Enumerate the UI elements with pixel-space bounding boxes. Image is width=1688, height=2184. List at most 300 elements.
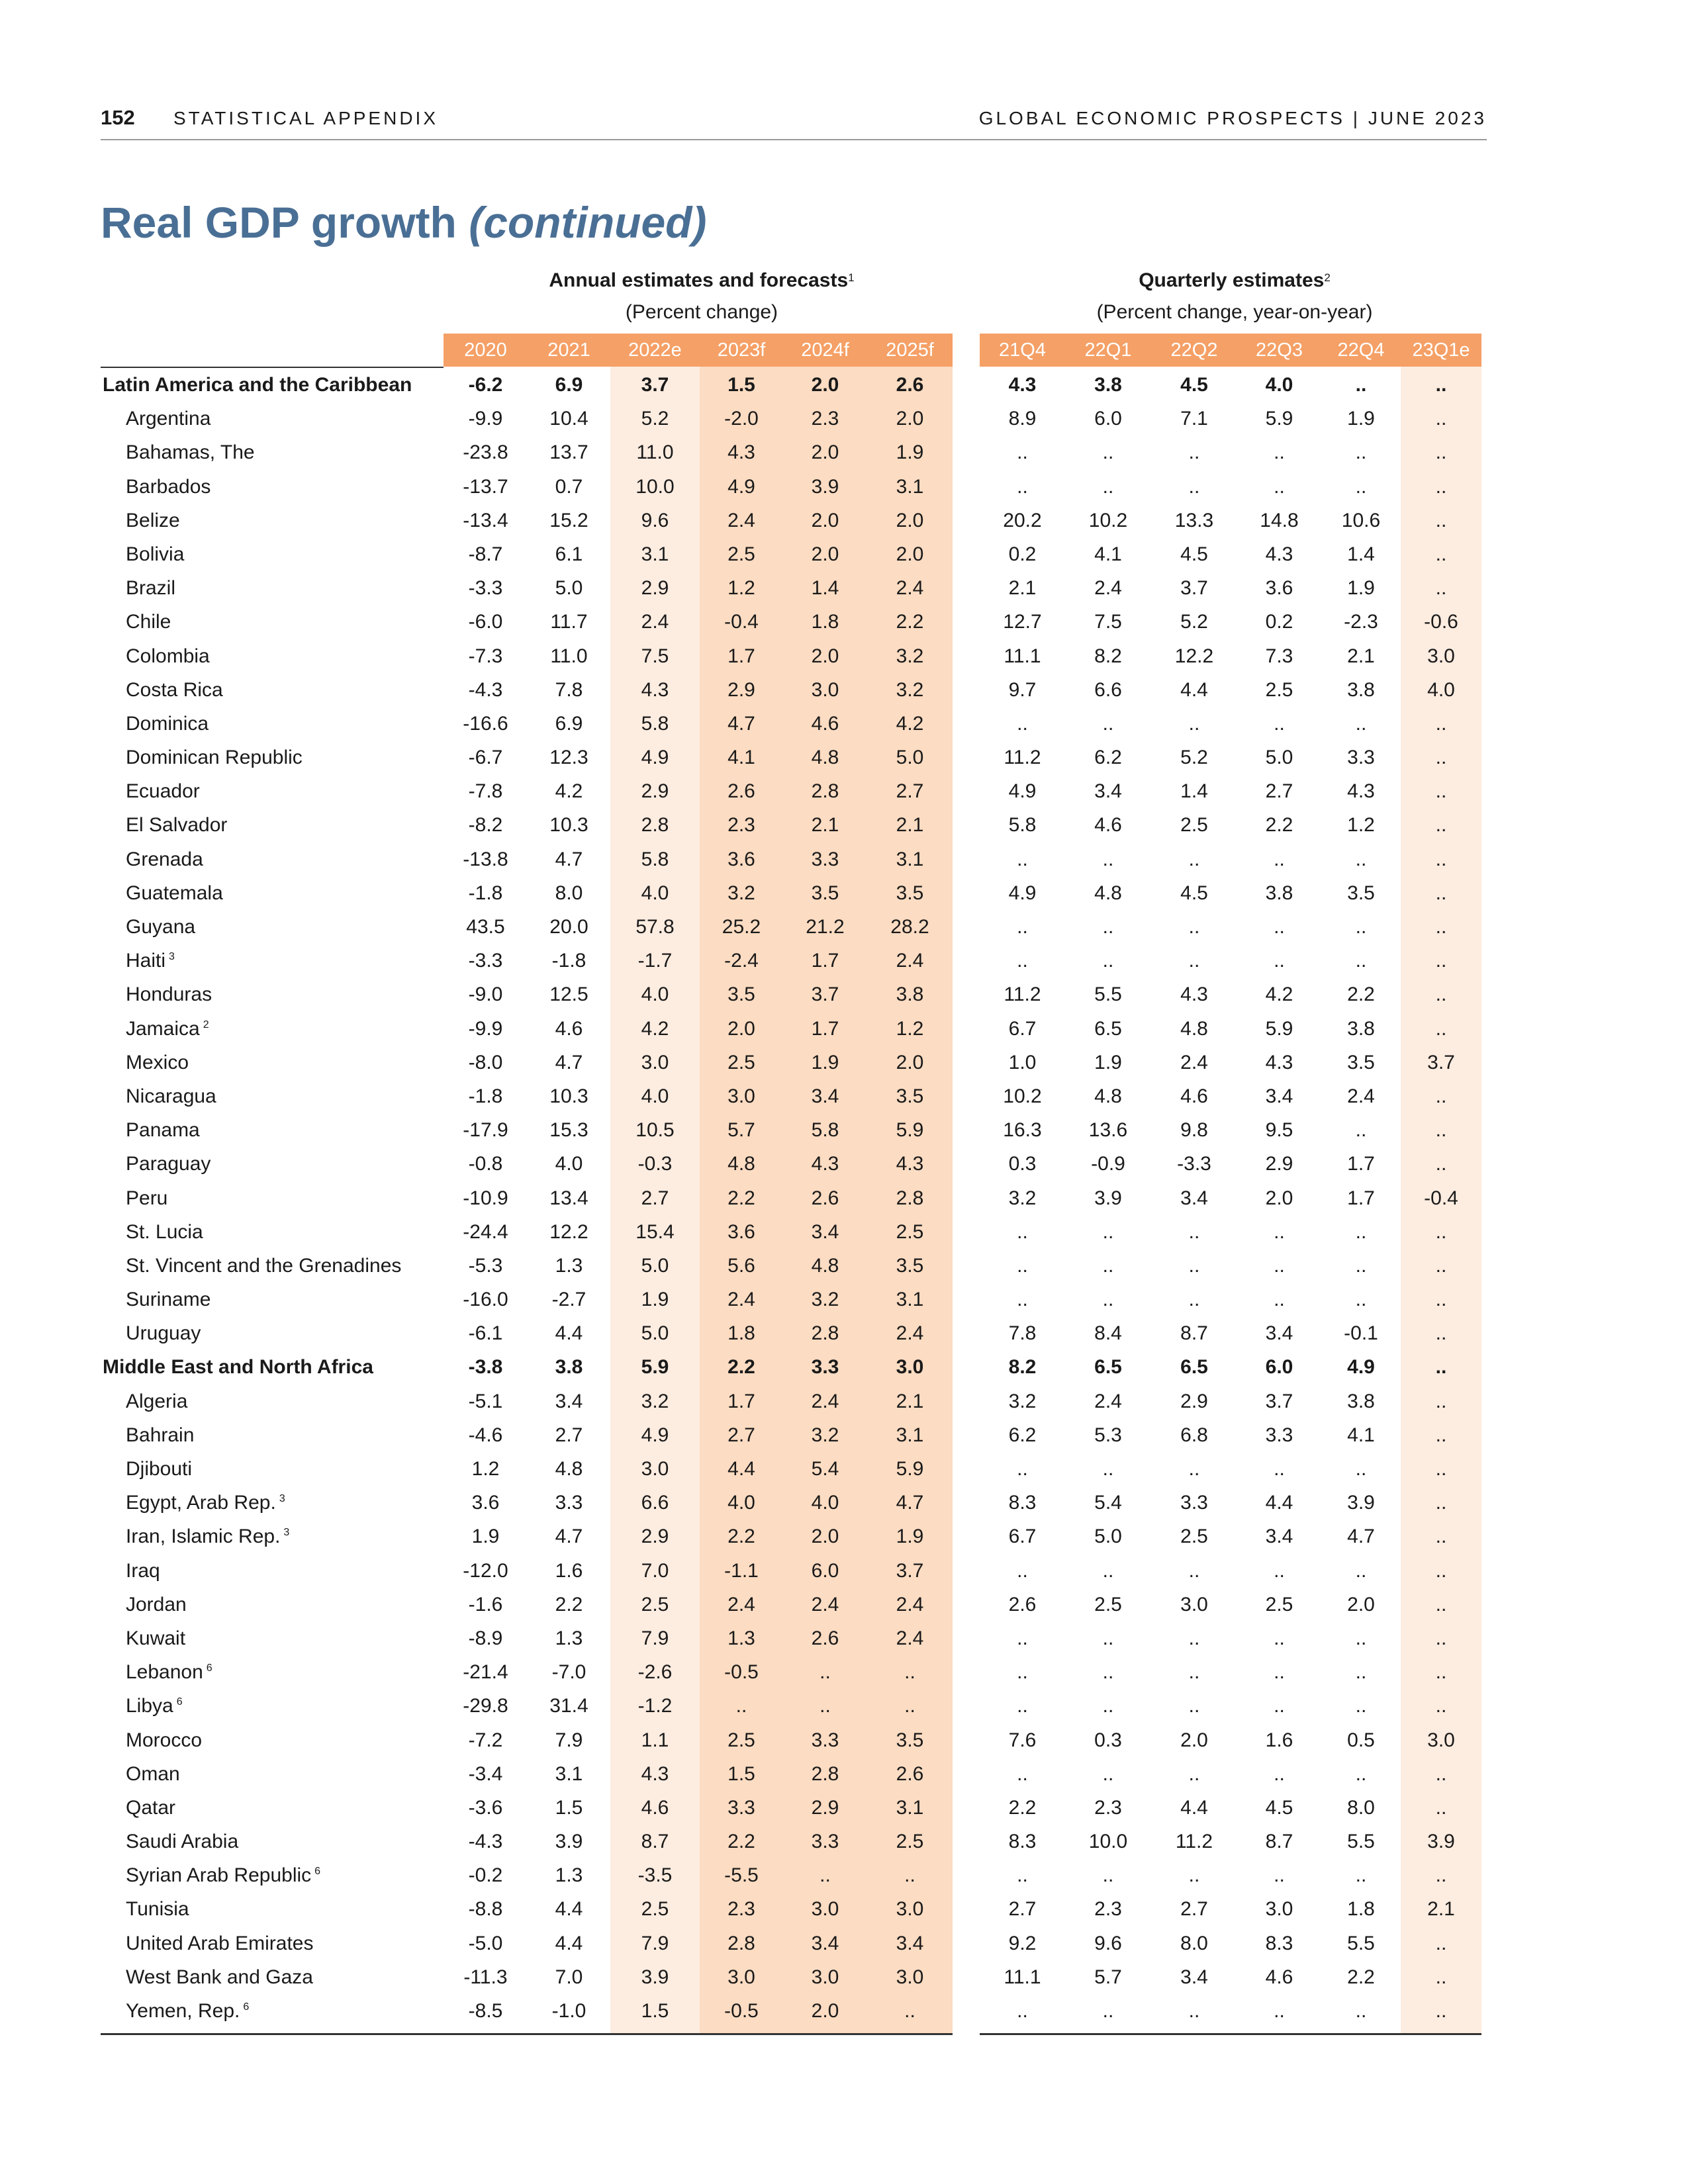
table-cell: 2.5 [1265,1593,1293,1615]
table-cell: 2.0 [811,2000,839,2022]
table-cell: .. [1274,1458,1285,1480]
table-cell: 13.7 [549,441,588,464]
table-cell: 5.2 [641,408,669,430]
row-label-text: Argentina [126,408,211,430]
table-cell: 3.4 [1180,1966,1208,1988]
table-cell: 0.2 [1008,543,1037,565]
table-cell: 3.3 [811,1729,839,1751]
table-cell: -0.2 [468,1864,503,1887]
row-label-text: Iran, Islamic Rep. [126,1525,281,1548]
table-cell: .. [1435,374,1447,396]
table-cell: 2.2 [555,1593,583,1615]
table-cell: 0.3 [1008,1153,1037,1175]
table-cell: 25.2 [722,916,761,938]
table-row [0,1215,1688,1249]
table-cell: -21.4 [463,1661,508,1684]
table-cell: 3.6 [1265,577,1293,600]
table-cell: -1.8 [468,1085,503,1107]
table-cell: .. [1435,983,1447,1006]
table-cell: 3.4 [811,1085,839,1107]
table-row [0,944,1688,978]
table-cell: 4.2 [555,780,583,803]
row-label [126,1723,202,1757]
table-cell: 4.1 [1347,1424,1375,1446]
table-cell: 3.8 [896,983,924,1006]
table-cell: 2.4 [727,1593,755,1615]
table-cell: 2.4 [896,1322,924,1345]
table-cell: .. [1435,1220,1447,1243]
table-cell: -3.4 [468,1762,503,1785]
row-footnote-marker: 6 [206,1662,212,1674]
row-label [126,944,175,978]
row-label [126,1046,189,1079]
table-cell: 1.7 [727,645,755,667]
table-cell: 1.3 [555,1254,583,1277]
table-cell: 11.2 [1004,747,1041,769]
table-cell: 2.7 [1180,1898,1208,1921]
table-cell: 1.6 [1265,1729,1293,1751]
table-cell: 3.8 [1347,678,1375,701]
row-label-text: Syrian Arab Republic [126,1864,312,1887]
table-row [0,876,1688,910]
table-cell: -2.3 [1344,611,1378,633]
table-cell: 3.0 [1427,1729,1455,1751]
table-cell: 3.5 [896,882,924,904]
table-cell: 3.1 [896,1424,924,1446]
table-cell: .. [1355,1627,1367,1649]
table-cell: 1.5 [727,1762,755,1785]
table-row [0,1012,1688,1046]
row-label-text: Ecuador [126,780,200,803]
column-header-22q3: 22Q3 [1256,340,1303,361]
table-cell: 6.5 [1180,1356,1208,1379]
row-label-text: Mexico [126,1051,189,1073]
table-cell: .. [1435,1085,1447,1107]
table-cell: 7.8 [1008,1322,1037,1345]
column-header-2021: 2021 [547,340,590,361]
table-cell: 2.4 [896,1627,924,1649]
table-cell: 6.7 [1008,1017,1037,1040]
row-label-text: Brazil [126,577,176,600]
row-label-text: United Arab Emirates [126,1932,314,1954]
table-cell: 9.5 [1265,1119,1293,1142]
table-cell: 4.3 [811,1153,839,1175]
table-cell: 4.4 [1265,1492,1293,1514]
annual-group-note: 1 [848,271,855,284]
table-cell: -7.0 [551,1661,586,1684]
row-label-text: West Bank and Gaza [126,1966,313,1988]
table-cell: .. [1274,1289,1285,1311]
row-label-text: El Salvador [126,814,228,837]
table-cell: 4.6 [1180,1085,1208,1107]
table-cell: .. [1435,441,1447,464]
row-label-text: Paraguay [126,1153,211,1175]
table-cell: 2.6 [811,1627,839,1649]
row-label-text: Kuwait [126,1627,186,1649]
row-label-text: Colombia [126,645,210,667]
table-cell: 1.9 [896,1525,924,1548]
table-cell: 15.2 [549,509,588,531]
row-label [126,673,223,707]
table-cell: 4.0 [555,1153,583,1175]
row-label-text: Bahamas, The [126,441,255,464]
table-cell: 3.5 [896,1085,924,1107]
table-cell: 4.7 [555,1051,583,1073]
table-cell: 3.2 [1008,1390,1037,1412]
table-cell: 4.4 [1180,678,1208,701]
table-cell: .. [1355,1458,1367,1480]
table-cell: 2.7 [727,1424,755,1446]
table-cell: 4.4 [1180,1796,1208,1819]
table-cell: 11.7 [550,611,588,633]
stub-header-rule [101,367,444,368]
table-cell: 5.0 [1265,747,1293,769]
table-cell: .. [1435,848,1447,870]
table-cell: 3.0 [811,1966,839,1988]
table-cell: 5.0 [896,747,924,769]
table-cell: -5.1 [468,1390,503,1412]
table-cell: 4.0 [641,1085,669,1107]
publication-title: GLOBAL ECONOMIC PROSPECTS | JUNE 2023 [978,108,1487,128]
row-footnote-marker: 2 [203,1019,209,1030]
table-cell: 1.3 [727,1627,755,1649]
table-cell: 10.2 [1088,509,1128,531]
table-cell: .. [1188,848,1200,870]
table-cell: 2.0 [811,374,839,396]
table-cell: 7.6 [1008,1729,1037,1751]
table-cell: 4.9 [1008,780,1037,803]
table-cell: .. [904,1864,915,1887]
table-row [0,1825,1688,1858]
table-cell: 0.3 [1094,1729,1122,1751]
row-label-text: Libya [126,1695,173,1717]
table-cell: 2.0 [811,441,839,464]
table-cell: .. [1274,1695,1285,1717]
table-cell: 3.0 [811,1898,839,1921]
table-cell: 4.0 [641,983,669,1006]
table-cell: .. [1274,1864,1285,1887]
table-cell: 9.8 [1180,1119,1208,1142]
table-row [0,842,1688,876]
table-cell: 2.2 [1347,1966,1375,1988]
table-cell: -17.9 [463,1119,508,1142]
table-cell: 5.5 [1347,1932,1375,1954]
table-cell: .. [904,2000,915,2022]
table-cell: -2.0 [724,408,759,430]
table-cell: .. [1102,916,1114,938]
region-row [0,368,1688,402]
table-cell: 13.4 [549,1187,588,1209]
table-row [0,741,1688,774]
row-label-text: Jamaica [126,1017,200,1040]
row-label [126,1791,175,1825]
table-cell: 5.0 [555,577,583,600]
table-cell: 3.8 [555,1356,583,1379]
row-footnote-marker: 6 [314,1866,321,1878]
table-cell: -0.5 [724,2000,759,2022]
table-cell: 7.1 [1180,408,1208,430]
table-cell: 3.4 [555,1390,583,1412]
table-row [0,1689,1688,1723]
table-cell: .. [1355,848,1367,870]
row-label-text: Suriname [126,1289,211,1311]
table-cell: .. [1355,950,1367,972]
table-cell: .. [1102,1864,1114,1887]
row-label [126,1588,187,1621]
table-cell: 4.7 [1347,1525,1375,1548]
row-label-text: Peru [126,1187,168,1209]
table-cell: .. [1188,1220,1200,1243]
table-cell: -0.4 [724,611,759,633]
table-cell: 4.3 [727,441,755,464]
table-cell: -0.8 [468,1153,503,1175]
table-cell: .. [1102,1695,1114,1717]
table-cell: .. [1017,1695,1028,1717]
page-title [101,197,706,248]
table-cell: .. [1355,1289,1367,1311]
table-cell: 2.5 [727,543,755,565]
table-cell: 3.2 [1008,1187,1037,1209]
table-cell: 4.3 [1008,374,1037,396]
table-cell: 10.4 [549,408,588,430]
table-row [0,1927,1688,1960]
table-cell: .. [1188,1695,1200,1717]
table-cell: 2.9 [727,678,755,701]
row-label-text: Nicaragua [126,1085,216,1107]
table-cell: 4.6 [1265,1966,1293,1988]
table-cell: -4.6 [468,1424,503,1446]
row-label [126,1113,200,1147]
row-label [126,1283,211,1316]
table-cell: 9.7 [1008,678,1037,701]
table-cell: 2.8 [811,780,839,803]
table-cell: 4.7 [555,848,583,870]
row-label-text: Djibouti [126,1458,193,1480]
table-cell: 3.8 [1094,374,1122,396]
table-cell: 2.0 [896,543,924,565]
table-cell: .. [1188,2000,1200,2022]
table-cell: .. [1017,916,1028,938]
table-cell: 3.9 [1347,1492,1375,1514]
table-cell: 2.8 [896,1187,924,1209]
table-cell: .. [1355,1559,1367,1582]
table-cell: 3.4 [1265,1085,1293,1107]
table-cell: 3.0 [1265,1898,1293,1921]
row-label [126,1825,238,1858]
table-cell: 1.8 [727,1322,755,1345]
table-cell: .. [1188,1254,1200,1277]
table-cell: 2.0 [896,408,924,430]
table-row [0,1181,1688,1215]
table-cell: .. [1435,1458,1447,1480]
title-main: Real GDP growth [101,198,457,247]
table-cell: 3.0 [641,1458,669,1480]
table-cell: 5.5 [1094,983,1122,1006]
table-cell: .. [1435,543,1447,565]
table-cell: .. [1435,882,1447,904]
row-label [126,1621,185,1655]
table-cell: 3.1 [641,543,669,565]
table-cell: 4.1 [727,747,755,769]
row-label [126,1655,212,1689]
table-cell: .. [1435,1864,1447,1887]
table-cell: 4.6 [641,1796,669,1819]
table-cell: .. [1355,1254,1367,1277]
row-label [126,1385,187,1418]
table-cell: .. [820,1661,831,1684]
table-cell: 3.0 [1427,645,1455,667]
table-row [0,1994,1688,2028]
table-row [0,978,1688,1011]
table-cell: 3.2 [641,1390,669,1412]
table-cell: 6.0 [1265,1356,1293,1379]
table-cell: 11.1 [1004,645,1041,667]
table-cell: 5.5 [1347,1831,1375,1853]
row-label-text: Yemen, Rep. [126,2000,240,2022]
table-cell: .. [904,1695,915,1717]
table-cell: .. [1435,1661,1447,1684]
table-cell: .. [1017,1762,1028,1785]
table-row [0,1554,1688,1588]
table-cell: 2.4 [641,611,669,633]
table-cell: 3.3 [1347,747,1375,769]
table-cell: 8.2 [1094,645,1122,667]
table-cell: 5.7 [727,1119,755,1142]
table-cell: -5.5 [724,1864,759,1887]
table-cell: -0.6 [1424,611,1458,633]
row-label-text: Qatar [126,1796,176,1819]
table-cell: 1.7 [1347,1153,1375,1175]
table-cell: 5.0 [641,1322,669,1345]
table-cell: .. [1435,1289,1447,1311]
table-cell: 2.7 [555,1424,583,1446]
table-cell: 3.1 [555,1762,583,1785]
table-cell: 3.2 [811,1424,839,1446]
table-cell: 2.5 [1265,678,1293,701]
table-cell: -2.4 [724,950,759,972]
table-cell: 2.0 [1347,1593,1375,1615]
table-row [0,1858,1688,1892]
row-label [126,842,203,876]
table-cell: .. [1435,780,1447,803]
table-cell: 12.2 [549,1220,588,1243]
row-label-text: Dominican Republic [126,747,303,769]
table-cell: 11.1 [1004,1966,1041,1988]
table-cell: 3.5 [727,983,755,1006]
table-cell: -8.8 [468,1898,503,1921]
row-label-text: Chile [126,611,171,633]
table-cell: 2.0 [1265,1187,1293,1209]
table-row [0,1723,1688,1757]
table-cell: 2.8 [811,1322,839,1345]
table-cell: 11.0 [636,441,674,464]
table-row [0,1283,1688,1316]
table-cell: 6.6 [641,1492,669,1514]
table-cell: .. [1102,950,1114,972]
table-cell: 6.8 [1180,1424,1208,1446]
table-cell: 2.2 [727,1356,755,1379]
table-cell: 8.7 [1265,1831,1293,1853]
row-label [126,435,255,469]
table-cell: .. [1435,1254,1447,1277]
table-cell: 4.8 [1180,1017,1208,1040]
table-cell: 3.3 [727,1796,755,1819]
table-cell: -12.0 [463,1559,508,1582]
table-cell: 3.0 [1180,1593,1208,1615]
table-cell: 1.1 [641,1729,669,1751]
table-cell: 6.2 [1008,1424,1037,1446]
table-cell: -6.2 [468,374,503,396]
table-cell: .. [1435,814,1447,837]
table-cell: 3.2 [896,645,924,667]
table-cell: 3.9 [1427,1831,1455,1853]
table-cell: .. [1017,712,1028,735]
title-suffix: (continued) [469,198,707,247]
table-cell: 4.3 [1265,543,1293,565]
table-cell: 3.9 [641,1966,669,1988]
row-label-text: St. Vincent and the Grenadines [126,1254,402,1277]
table-cell: 7.9 [555,1729,583,1751]
table-cell: 3.7 [1427,1051,1455,1073]
table-row [0,1452,1688,1486]
table-cell: 6.7 [1008,1525,1037,1548]
column-header-2020: 2020 [464,340,507,361]
table-cell: .. [1017,1220,1028,1243]
row-label-text: Latin America and the Caribbean [103,374,412,396]
table-cell: -13.4 [463,509,508,531]
table-cell: 5.8 [811,1119,839,1142]
table-cell: 2.7 [1008,1898,1037,1921]
table-cell: 2.4 [1180,1051,1208,1073]
table-cell: 10.3 [549,1085,588,1107]
annual-bottom-rule [101,2033,953,2035]
table-cell: 3.9 [811,475,839,498]
table-row [0,1757,1688,1791]
table-cell: 15.3 [549,1119,588,1142]
table-cell: 10.0 [635,475,675,498]
table-cell: 5.6 [727,1254,755,1277]
table-cell: -7.8 [468,780,503,803]
table-cell: .. [1274,1220,1285,1243]
table-row [0,470,1688,504]
table-cell: .. [1017,475,1028,498]
table-row [0,1892,1688,1926]
table-cell: -8.0 [468,1051,503,1073]
table-cell: .. [1017,1661,1028,1684]
table-cell: 3.3 [555,1492,583,1514]
table-cell: 4.0 [727,1492,755,1514]
row-label [126,707,209,741]
table-cell: 6.9 [555,712,583,735]
table-cell: .. [1355,475,1367,498]
table-cell: .. [1017,848,1028,870]
table-cell: .. [1188,712,1200,735]
row-label-text: Tunisia [126,1898,189,1921]
row-label-text: Guyana [126,916,196,938]
table-cell: .. [1188,475,1200,498]
table-cell: -11.3 [463,1966,508,1988]
table-cell: -16.6 [463,712,508,735]
table-cell: 10.0 [1088,1831,1128,1853]
table-cell: .. [1017,950,1028,972]
table-row [0,1046,1688,1079]
table-cell: -8.9 [468,1627,503,1649]
table-cell: .. [1435,1695,1447,1717]
table-row [0,1655,1688,1689]
table-row [0,808,1688,842]
table-cell: .. [1102,475,1114,498]
table-cell: .. [735,1695,747,1717]
